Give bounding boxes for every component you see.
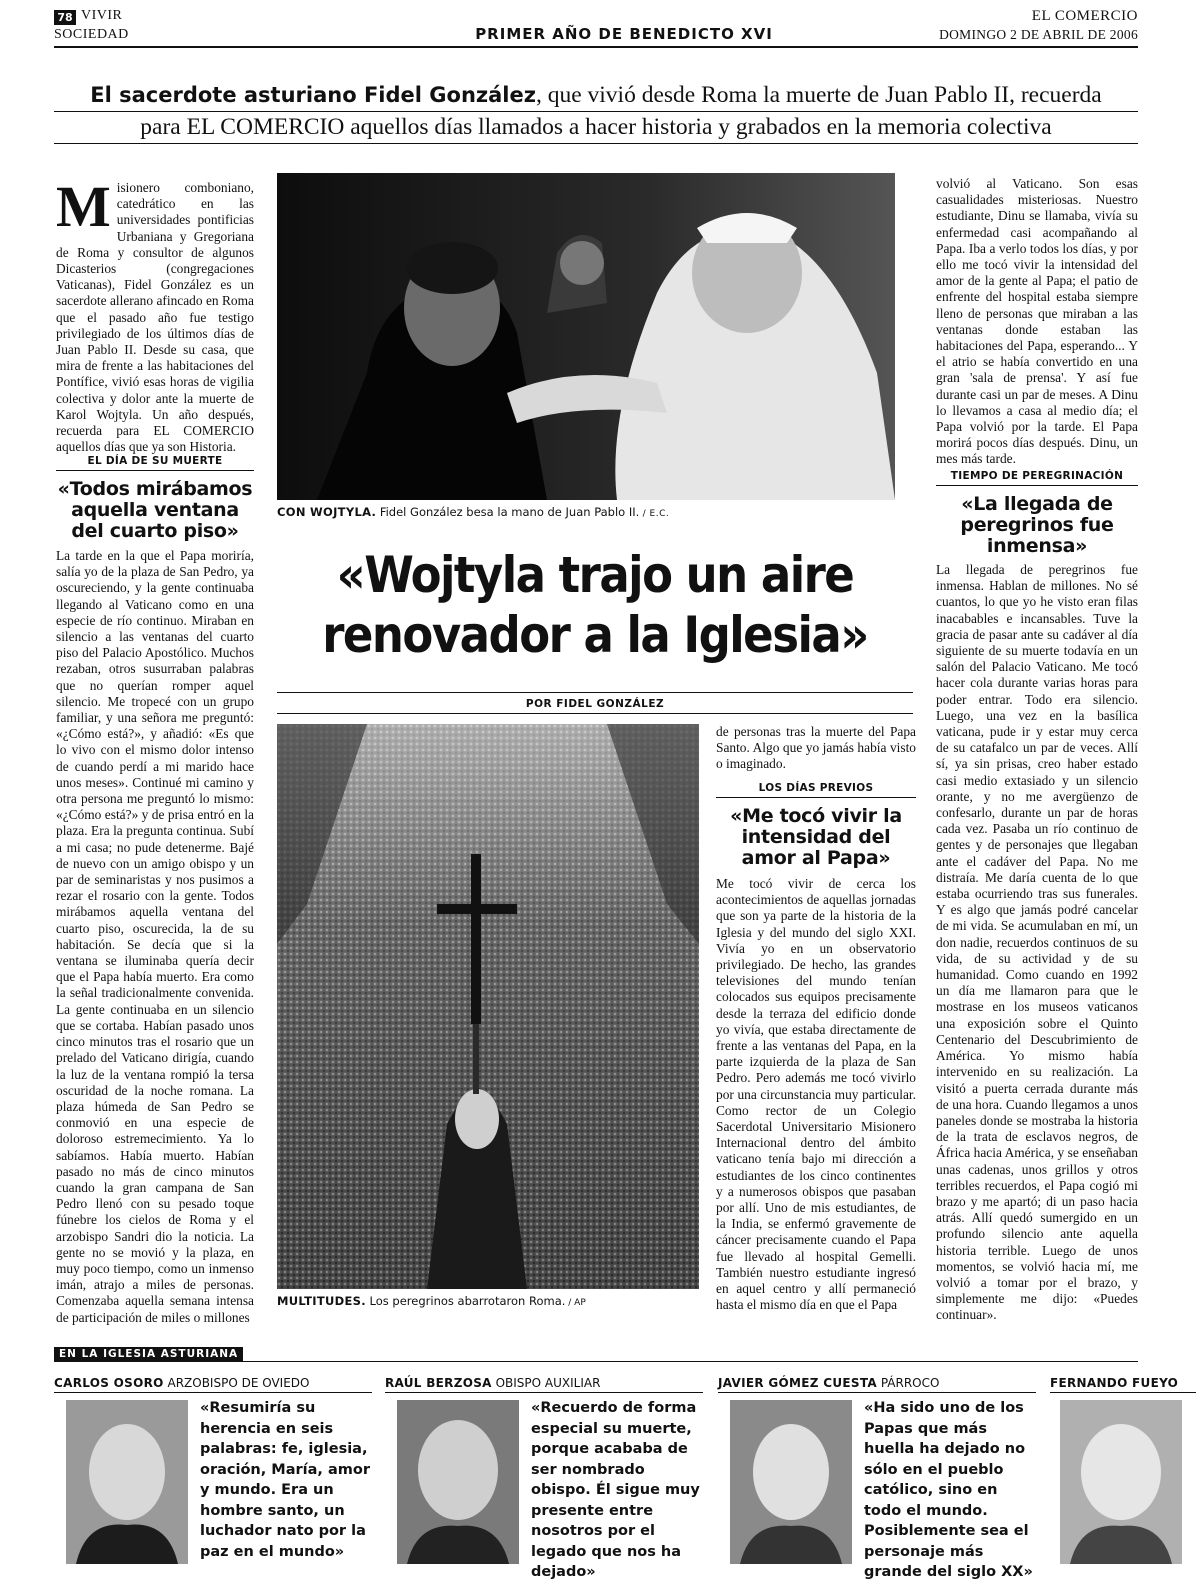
- top-caption-text: Fidel González besa la mano de Juan Pablo II.: [376, 505, 640, 519]
- person-role: ARZOBISPO DE OVIEDO: [163, 1376, 310, 1390]
- crowd-photo-illustration: [277, 724, 699, 1289]
- bottom-label: [54, 1347, 243, 1361]
- crowd-caption-label: MULTITUDES.: [277, 1294, 366, 1308]
- person-card: [385, 1376, 703, 1580]
- person-portrait: [66, 1400, 188, 1564]
- top-photo-caption: [277, 505, 895, 519]
- person-name: CARLOS OSORO: [54, 1376, 164, 1390]
- deck-bold: El sacerdote asturiano Fidel González: [90, 83, 536, 107]
- issue-date: DOMINGO 2 DE ABRIL DE 2006: [939, 27, 1138, 42]
- right-body: La llegada de peregrinos fue inmensa. Hablan de millones. No sé cuantos, lo que yo he visto eran filas inacabables e incansables. Tuve la gracia de pasar ante su cadáver al día siguiente de su muerte todavía en un salón del Palacio Vaticano. Me tocó hacer cola durante varias horas para poder entrar. Todo era silencio. Luego, una vez en la basílica vaticana, pude ir y estar muy cerca de su catafalco un par de veces. Allí sí, ya sin prisas, creo haber estado casi medio extasiado y un silencio orante, y no me avergüenzo de confesarlo, durante un par de horas cada vez. Pasaba un río continuo de gentes y de personajes que llegaban ante el cadáver del Papa. No me distraía. Me daría cuenta de lo que estaba ocurriendo tras sus funerales. Y es algo que jamás podré cancelar de mi vida. Se acumulaban en mí, un don nadie, recuerdos continuos de su vida, de su actividad y de su humanidad. Como cuando en 1992 un día me llamaron para que le mostrase en los museos vaticanos una exposición sobre el Quinto Centenario del Descubrimiento de América. Yo mismo había intervenido en su realización. La visitó a puerta cerrada durante más de una hora. Cuando llegamos a unos paneles donde se mostraba la historia de la trata de esclavos negros, de África hacia América, y se enseñaban unas cadenas, unos grillos y otros terribles recuerdos, el Papa cogió mi brazo y me apartó; di un paso hacia atrás. Allí quedó sumergido en un profundo silencio ante aquella historia terrible. Luego de unos momentos, se volvió hacia mí, me volvió a tomar por el brazo, y simplemente me dijo: «Puedes continuar».: [936, 562, 1138, 1323]
- left-subhead: «Todos mirábamos aquella ventana del cuarto piso»: [57, 478, 253, 542]
- person-card: [1050, 1376, 1196, 1566]
- person-quote: «Recuerdo de forma especial su muerte, porque acababa de ser nombrado obispo. Él sigue muy presente entre nosotros por el legado que nos ha dejado»: [531, 1400, 700, 1580]
- crowd-caption-credit: / AP: [565, 1298, 586, 1308]
- top-photo: [277, 173, 895, 500]
- person-role: OBISPO AUXILIAR: [491, 1376, 601, 1390]
- portrait-illustration: [66, 1400, 188, 1564]
- top-caption-label: CON WOJTYLA.: [277, 505, 377, 519]
- deck-line-1: [54, 80, 1138, 112]
- person-portrait: [730, 1400, 852, 1564]
- crowd-photo-caption: [277, 1294, 707, 1308]
- pope-photo-illustration: [277, 173, 895, 500]
- page-header: [54, 8, 1138, 46]
- center-title: PRIMER AÑO DE BENEDICTO XVI: [475, 25, 773, 43]
- byline-rule: [277, 692, 913, 693]
- deck: [54, 80, 1138, 144]
- page-number-badge: [54, 10, 76, 25]
- top-caption-credit: / E.C.: [639, 509, 670, 519]
- crowd-photo: [277, 724, 699, 1289]
- right-continuation: volvió al Vaticano. Son esas casualidades misteriosas. Nuestro estudiante, Dinu se llamaba, vivía su enfermedad casi acompañando al Papa. Iba a verlo todos los días, y por ello me tocó vivir la intensidad del amor de la gente al Papa; el patio de enfrente del hospital estaba siempre lleno de personas que miraban a las ventanas donde estaban las habitaciones del Papa, esperando... Y el atrio se había convertido en una gran 'sala de prensa'. Y así fue durante casi un par de meses. A Dinu lo llevamos a casa al medio día; el Papa volvió por la tarde. El Papa morirá pocos días después. Dinu, un mes más tarde.: [936, 176, 1138, 467]
- left-body: La tarde en la que el Papa moriría, salía yo de la plaza de San Pedro, ya oscureciendo, y la gente continuaba llegando al Vaticano como en una especie de río continuo. Miraban en silencio a las ventanas del cuarto piso del Palacio Apostólico. Muchos rezaban, otros susurraban palabras que no querían romper aquel silencio. Me tropecé con un grupo familiar, y una señora me preguntó: «¿Cómo está?», y añadió: «Es que lo vivo con el mismo dolor intenso de cuando perdí a mi marido hace unos meses». Continué mi camino y otra persona me preguntó lo mismo: «¿Cómo está?» y de prisa entró en la plaza. Era la pregunta continua. Subí a mi casa; no pude detenerme. Bajé de nuevo con un amigo obispo y un par de seminaristas y nos pusimos a rezar el rosario con la gente. Todos mirábamos aquella ventana del cuarto piso, oscurecida, la de su habitación. Se decía que si la ventana se iluminaba quería decir que el Papa había muerto. Era como la señal tradicionalmente convenida. La gente continuaba en un silencio que se cortaba. Habían pasado unos cinco minutos tras el rosario que un prelado del Vaticano dirigía, cuando la luz de la ventana rompió la tersa oscuridad de la noche romana. La plaza húmeda de San Pedro se conmovió en una especie de doloroso estremecimiento. Ya lo sabíamos. Había muerto. Habían pasado no más de cinco minutos cuando la gran campana de San Pedro llenó con su pesado toque fúnebre los cielos de Roma y el arzobispo Sandri dio la noticia. La gente no se movió y la plaza, en muy poco tiempo, como un inmenso imán, atrajo a miles de personas. Comenzaba aquella semana intensa de participación de miles o millones: [56, 548, 254, 1325]
- portrait-illustration: [1060, 1400, 1182, 1564]
- person-heading: [1050, 1376, 1196, 1393]
- intro-dropcap: M: [56, 174, 111, 239]
- right-subhead: «La llegada de peregrinos fue inmensa»: [960, 493, 1114, 557]
- bottom-label-rule: [54, 1361, 1138, 1362]
- person-heading: [54, 1376, 372, 1393]
- portrait-illustration: [397, 1400, 519, 1564]
- paper-name: EL COMERCIO: [1031, 8, 1138, 24]
- headline-line-2: renovador a la Iglesia»: [322, 606, 868, 664]
- page-number: 78: [57, 11, 73, 24]
- middle-subhead: «Me tocó vivir la intensidad del amor al Papa»: [730, 805, 902, 869]
- person-name: RAÚL BERZOSA: [385, 1376, 492, 1390]
- section-name: VIVIR: [81, 8, 123, 23]
- portrait-illustration: [730, 1400, 852, 1564]
- intro-text: [56, 174, 254, 455]
- person-quote: «Ha sido uno de los Papas que más huella ha dejado no sólo en el pueblo católico, sino en todo el mundo. Posiblemente sea el personaje más grande del siglo XX»: [864, 1400, 1033, 1580]
- person-card: [718, 1376, 1036, 1580]
- byline: POR FIDEL GONZÁLEZ: [525, 698, 665, 710]
- person-name: JAVIER GÓMEZ CUESTA: [718, 1376, 878, 1390]
- person-quote: «Resumiría su herencia en seis palabras: fe, iglesia, oración, María, amor y mundo. Era un hombre santo, un luchador nato por la paz en el mundo»: [200, 1400, 370, 1560]
- crowd-caption-text: Los peregrinos abarrotaron Roma.: [365, 1294, 566, 1308]
- person-portrait: [397, 1400, 519, 1564]
- intro-body: isionero comboniano, catedrático en las universidades pontificias Urbaniana y Gregoriana de Roma y consultor de algunos Dicasterios (congregaciones Vaticanas), Fidel González es un sacerdote allerano afincado en Roma que el pasado año fue testigo privilegiado de los últimos días de Juan Pablo II. Desde su casa, que mira de frente a las habitaciones del Pontífice, vivió esas horas de vigilia colectiva y dolor ante la muerte de Karol Wojtyla. Un año después, recuerda para EL COMERCIO aquellos días que ya son Historia.: [56, 180, 254, 455]
- person-name: FERNANDO FUEYO: [1050, 1376, 1179, 1390]
- person-heading: [385, 1376, 703, 1393]
- person-role: PÁRROCO: [877, 1376, 940, 1390]
- headline-line-1: «Wojtyla trajo un aire: [336, 546, 854, 604]
- deck-line-1-rest: , que vivió desde Roma la muerte de Juan Pablo II, recuerda: [535, 82, 1102, 108]
- middle-body: Me tocó vivir de cerca los acontecimientos de aquellas jornadas que son ya parte de la historia de la Iglesia y del mundo del siglo XXI. Vivía yo en un observatorio privilegiado. De hecho, las grandes televisiones del mundo tenían colocados sus equipos precisamente desde la terraza del edificio donde yo vivía, que estaba directamente de frente a las ventanas del Papa, en la parte izquierda de la plaza de San Pedro. Pero además me tocó vivirlo por una circunstancia muy particular. Como rector de un Colegio Sacerdotal Universitario Misionero Internacional dentro del ámbito vaticano tenía bajo mi dirección a estudiantes de los cinco continentes y a numerosos obispos que pasaban por allí. Uno de mis estudiantes, de la India, se enfermó gravemente de cáncer precisamente cuando el Papa fue llevado al hospital Gemelli. También nuestro estudiante ingresó en aquel centro y allí permaneció hasta el mismo día en que el Papa: [716, 876, 916, 1313]
- left-kicker: EL DÍA DE SU MUERTE: [56, 455, 254, 471]
- right-kicker: TIEMPO DE PEREGRINACIÓN: [936, 470, 1138, 486]
- middle-continuation: de personas tras la muerte del Papa Santo. Algo que yo jamás había visto o imaginado.: [716, 724, 916, 772]
- middle-kicker: LOS DÍAS PREVIOS: [716, 782, 916, 798]
- person-portrait: [1060, 1400, 1182, 1564]
- headline: [270, 545, 920, 665]
- header-rule: [54, 46, 1138, 48]
- byline-rule-bottom: [277, 713, 913, 714]
- deck-line-2: para EL COMERCIO aquellos días llamados a hacer historia y grabados en la memoria colectiva: [54, 112, 1138, 144]
- person-heading: [718, 1376, 1036, 1393]
- bottom-label-text: EN LA IGLESIA ASTURIANA: [59, 1348, 239, 1360]
- person-card: [54, 1376, 372, 1566]
- subsection-name: SOCIEDAD: [54, 27, 129, 42]
